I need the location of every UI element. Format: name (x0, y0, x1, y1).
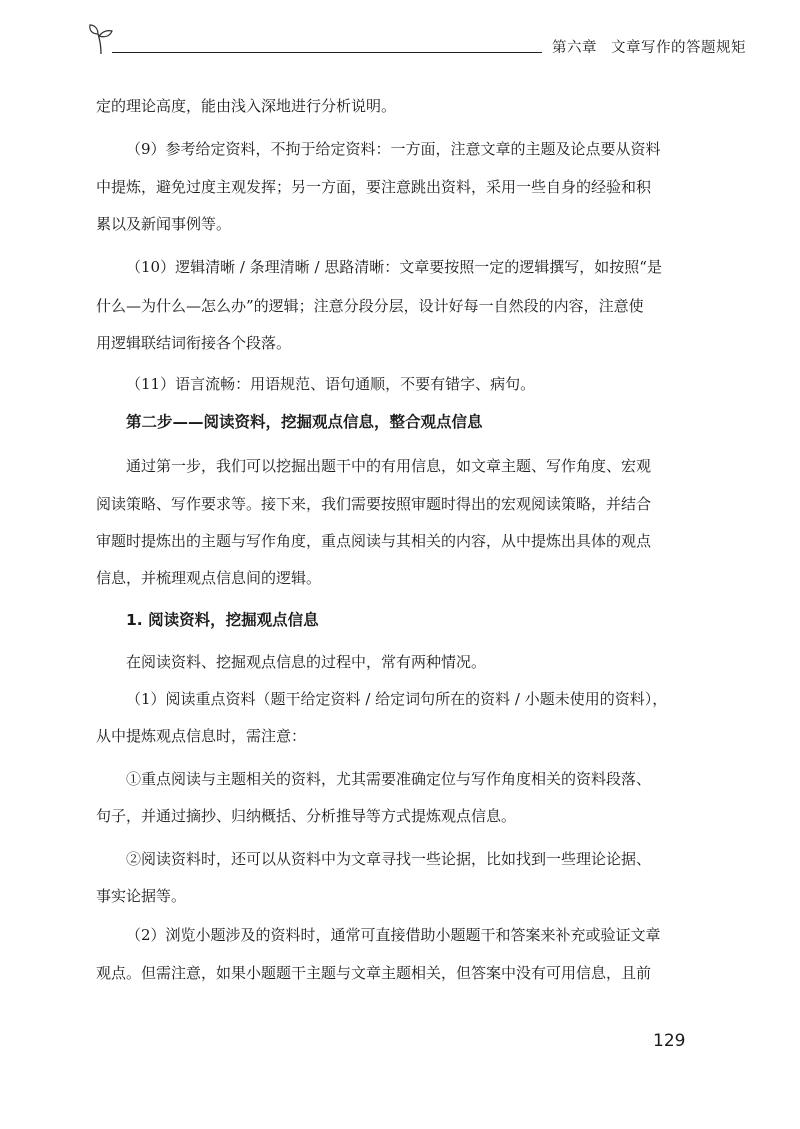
text-line: ①重点阅读与主题相关的资料，尤其需要准确定位与写作角度相关的资料段落、 (126, 770, 652, 788)
text-line: 阅读策略、写作要求等。接下来，我们需要按照审题时得出的宏观阅读策略，并结合 (96, 495, 652, 513)
text-line: （11）语言流畅：用语规范、语句通顺，不要有错字、病句。 (126, 375, 536, 393)
chapter-number: 第六章 (552, 40, 597, 56)
section-heading: 第二步——阅读资料，挖掘观点信息，整合观点信息 (126, 413, 483, 431)
text-line: 累以及新闻事例等。 (96, 215, 232, 233)
text-line: 定的理论高度，能由浅入深地进行分析说明。 (96, 97, 397, 115)
text-line: （10）逻辑清晰 / 条理清晰 / 思路清晰：文章要按照一定的逻辑撰写，如按照“是 (126, 258, 662, 276)
text-line: ②阅读资料时，还可以从资料中为文章寻找一些论据，比如找到一些理论论据、 (126, 850, 652, 868)
text-line: 什么—为什么—怎么办”的逻辑；注意分段分层，设计好每一自然段的内容，注意使 (96, 297, 644, 315)
text-line: 事实论据等。 (96, 887, 187, 905)
text-line: 在阅读资料、挖掘观点信息的过程中，常有两种情况。 (126, 653, 487, 671)
page-number: 129 (653, 1031, 686, 1051)
chapter-title: 文章写作的答题规矩 (611, 40, 746, 56)
text-line: （1）阅读重点资料（题干给定资料 / 给定词句所在的资料 / 小题未使用的资料）， (126, 690, 668, 708)
text-line: 通过第一步，我们可以挖掘出题干中的有用信息，如文章主题、写作角度、宏观 (126, 457, 652, 475)
text-line: 审题时提炼出的主题与写作角度，重点阅读与其相关的内容，从中提炼出具体的观点 (96, 532, 652, 550)
text-line: （2）浏览小题涉及的资料时，通常可直接借助小题题干和答案来补充或验证文章 (126, 926, 661, 944)
text-line: 句子，并通过摘抄、归纳概括、分析推导等方式提炼观点信息。 (96, 807, 517, 825)
text-line: 用逻辑联结词衔接各个段落。 (96, 334, 292, 352)
text-line: 中提炼，避免过度主观发挥；另一方面，要注意跳出资料，采用一些自身的经验和积 (96, 178, 652, 196)
text-line: 从中提炼观点信息时，需注意： (96, 727, 307, 745)
text-line: 信息，并梳理观点信息间的逻辑。 (96, 569, 322, 587)
subsection-heading: 1. 阅读资料，挖掘观点信息 (126, 611, 319, 629)
text-line: 观点。但需注意，如果小题题干主题与文章主题相关，但答案中没有可用信息，且前 (96, 964, 652, 982)
text-line: （9）参考给定资料，不拘于给定资料：一方面，注意文章的主题及论点要从资料 (126, 140, 661, 158)
